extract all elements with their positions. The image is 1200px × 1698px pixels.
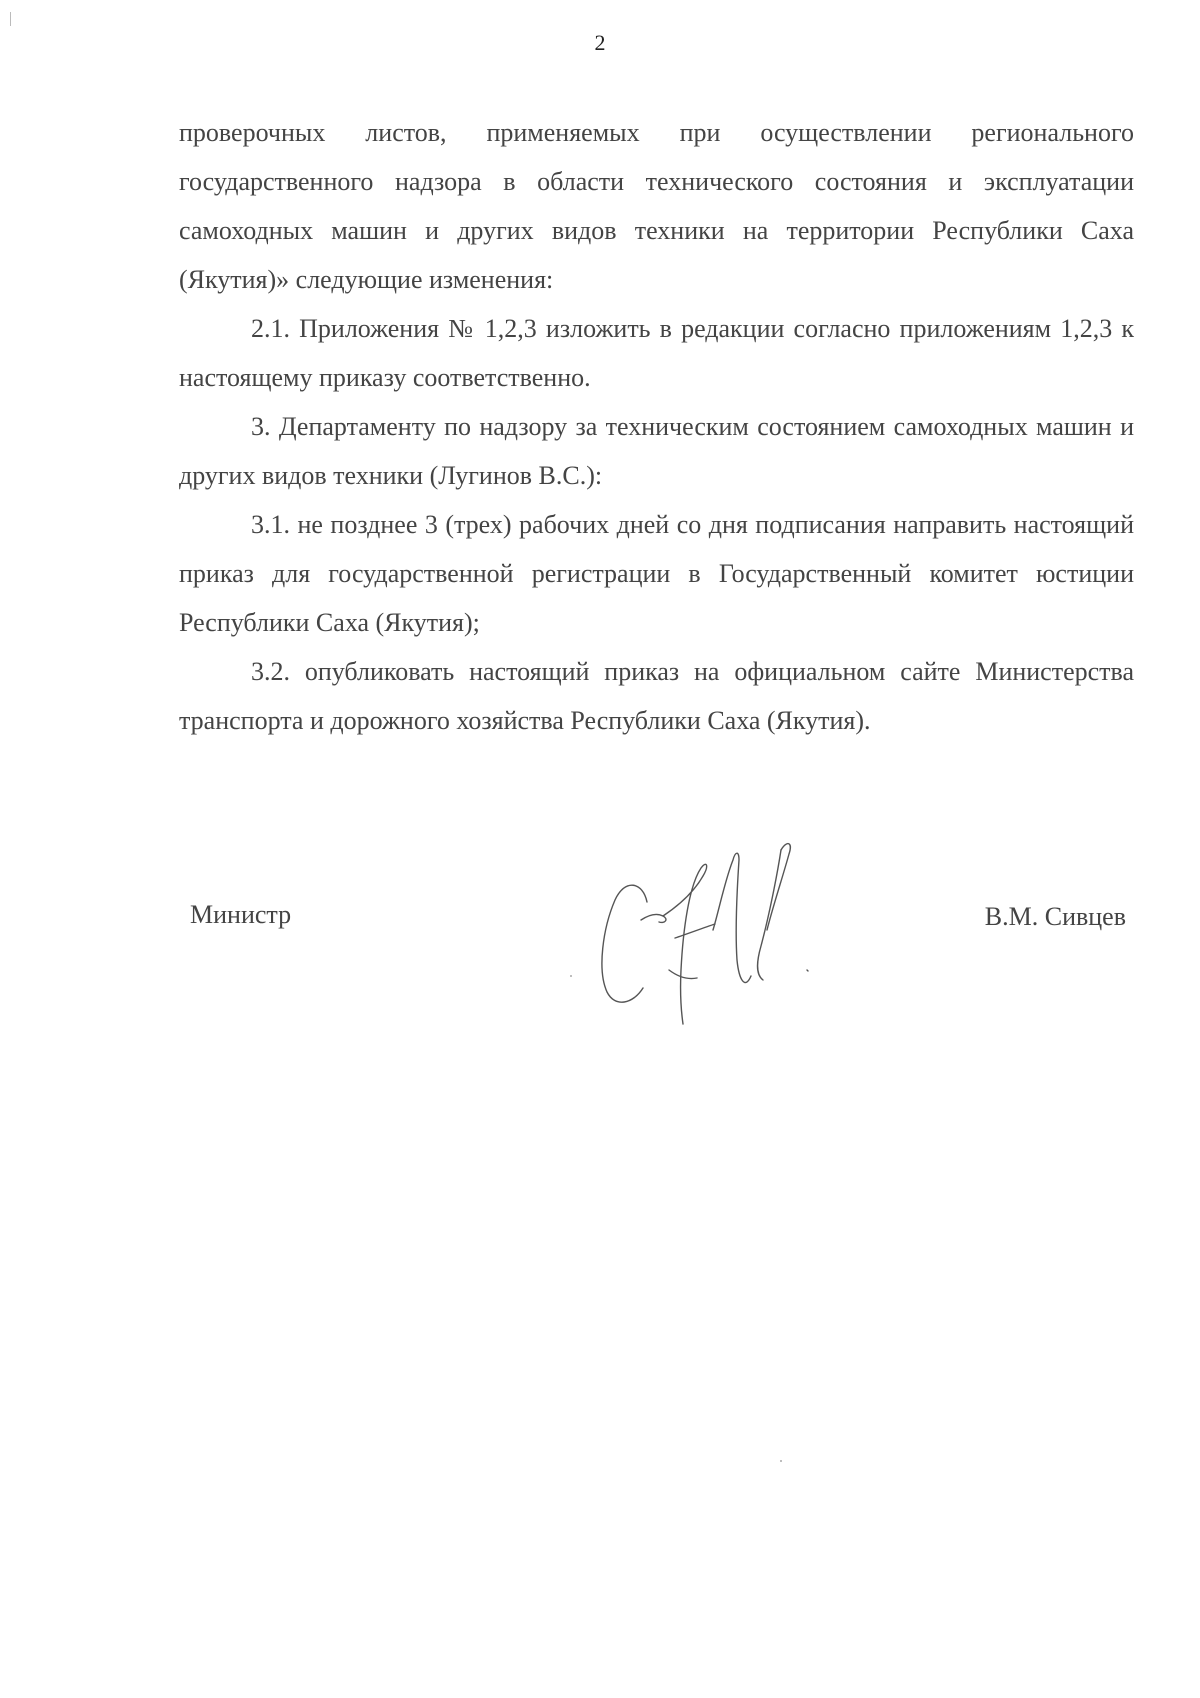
- paragraph-3: 3. Департаменту по надзору за техническим состоянием самоходных машин и других видов техники (Лугинов В.С.):: [179, 412, 1134, 490]
- signer-position: Министр: [190, 900, 292, 929]
- document-body: [179, 108, 1134, 745]
- page-number: 2: [594, 30, 606, 55]
- scan-speck: [570, 975, 572, 977]
- handwritten-signature: [585, 820, 865, 1030]
- margin-mark: [10, 12, 11, 26]
- signer-name: В.М. Сивцев: [984, 902, 1126, 931]
- paragraph-3-1: 3.1. не позднее 3 (трех) рабочих дней со дня подписания направить настоящий приказ для государственной регистрации в Государственный комитет юстиции Республики Саха (Якутия);: [179, 510, 1134, 637]
- scan-speck: [780, 1460, 782, 1462]
- paragraph-2-1: 2.1. Приложения № 1,2,3 изложить в редакции согласно приложениям 1,2,3 к настоящему приказу соответственно.: [179, 314, 1134, 392]
- paragraph-3-2: 3.2. опубликовать настоящий приказ на официальном сайте Министерства транспорта и дорожного хозяйства Республики Саха (Якутия).: [179, 657, 1134, 735]
- signature-block: [0, 880, 1200, 1040]
- paragraph-continuation: проверочных листов, применяемых при осуществлении регионального государственного надзора в области технического состояния и эксплуатации самоходных машин и других видов техники на территории Республики Саха (Якутия)» следующие изменения:: [179, 118, 1134, 294]
